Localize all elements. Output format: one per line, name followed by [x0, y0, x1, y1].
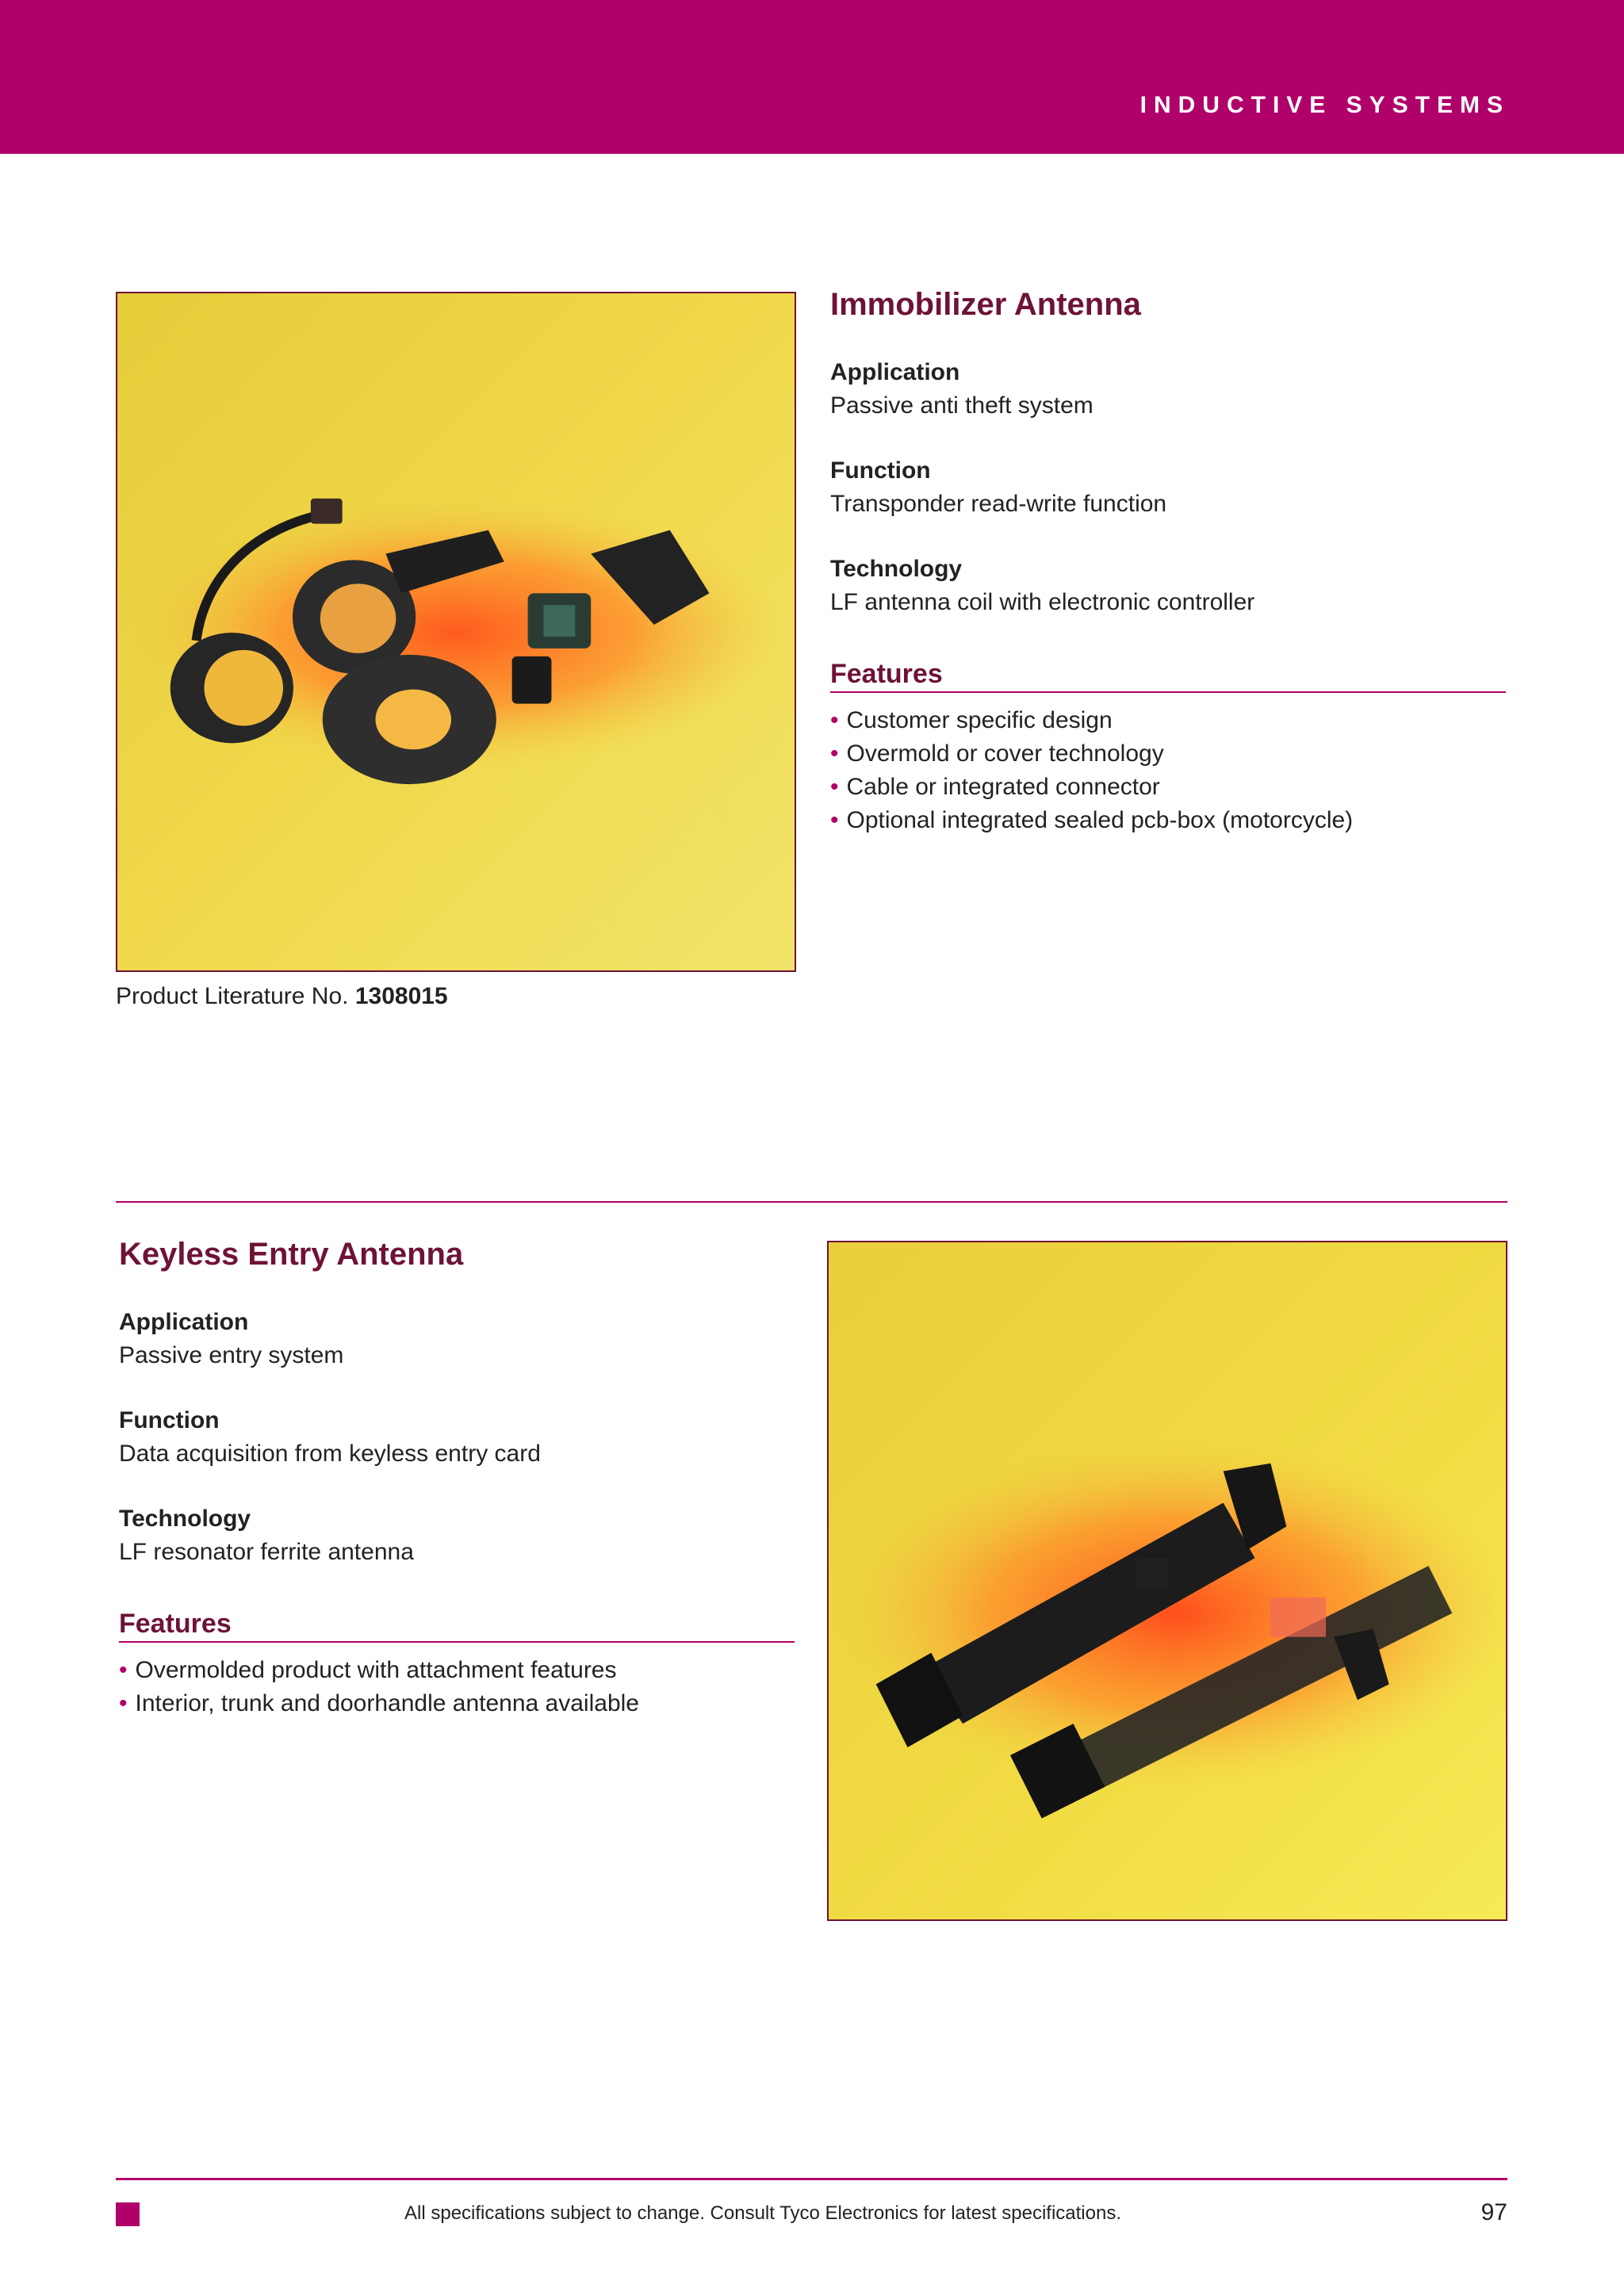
immobilizer-antenna-photo: [116, 292, 796, 972]
application-label: Application: [119, 1309, 249, 1335]
function-value: Data acquisition from keyless entry card: [119, 1441, 541, 1467]
product-title: Keyless Entry Antenna: [119, 1237, 464, 1272]
immobilizer-antenna-section: [830, 287, 1506, 837]
header-bar: [0, 0, 1624, 154]
features-list: [830, 704, 1506, 837]
product-literature-number: 1308015: [354, 983, 448, 1009]
feature-item: • Overmolded product with attachment features: [119, 1657, 617, 1683]
product-title: Immobilizer Antenna: [830, 287, 1141, 322]
features-list: [119, 1654, 795, 1720]
header-title: INDUCTIVE SYSTEMS: [1139, 92, 1510, 118]
footer-line: [116, 2178, 1507, 2180]
feature-item: • Optional integrated sealed pcb-box (motorcycle): [830, 807, 1354, 833]
technology-value: LF antenna coil with electronic controller: [830, 589, 1255, 615]
function-label: Function: [830, 457, 931, 484]
section-divider: [116, 1201, 1507, 1203]
bullet-icon: •: [830, 774, 839, 800]
feature-item: • Interior, trunk and doorhandle antenna available: [119, 1690, 639, 1716]
footer-disclaimer: All specifications subject to change. Consult Tyco Electronics for latest specifications.: [404, 2202, 1121, 2224]
bullet-icon: •: [830, 707, 839, 733]
keyless-entry-antenna-photo: [827, 1241, 1507, 1921]
bullet-icon: •: [119, 1657, 128, 1683]
footer-square-icon: [116, 2202, 140, 2226]
bullet-icon: •: [830, 740, 839, 767]
features-heading: Features: [830, 659, 1506, 693]
bullet-icon: •: [119, 1690, 128, 1716]
technology-label: Technology: [119, 1506, 251, 1532]
application-value: Passive anti theft system: [830, 392, 1094, 419]
bullet-icon: •: [830, 807, 839, 833]
function-value: Transponder read-write function: [830, 491, 1167, 517]
feature-item: • Customer specific design: [830, 707, 1113, 733]
technology-label: Technology: [830, 556, 963, 582]
feature-item: • Overmold or cover technology: [830, 740, 1164, 767]
technology-value: LF resonator ferrite antenna: [119, 1539, 414, 1565]
page-number: 97: [1480, 2199, 1507, 2225]
features-heading: Features: [119, 1609, 795, 1643]
function-label: Function: [119, 1407, 220, 1433]
product-literature-caption: [116, 983, 448, 1010]
product-literature-label: Product Literature No.: [116, 983, 349, 1009]
application-value: Passive entry system: [119, 1342, 344, 1368]
feature-item: • Cable or integrated connector: [830, 774, 1160, 800]
keyless-entry-antenna-section: [119, 1237, 795, 1720]
application-label: Application: [830, 359, 960, 385]
